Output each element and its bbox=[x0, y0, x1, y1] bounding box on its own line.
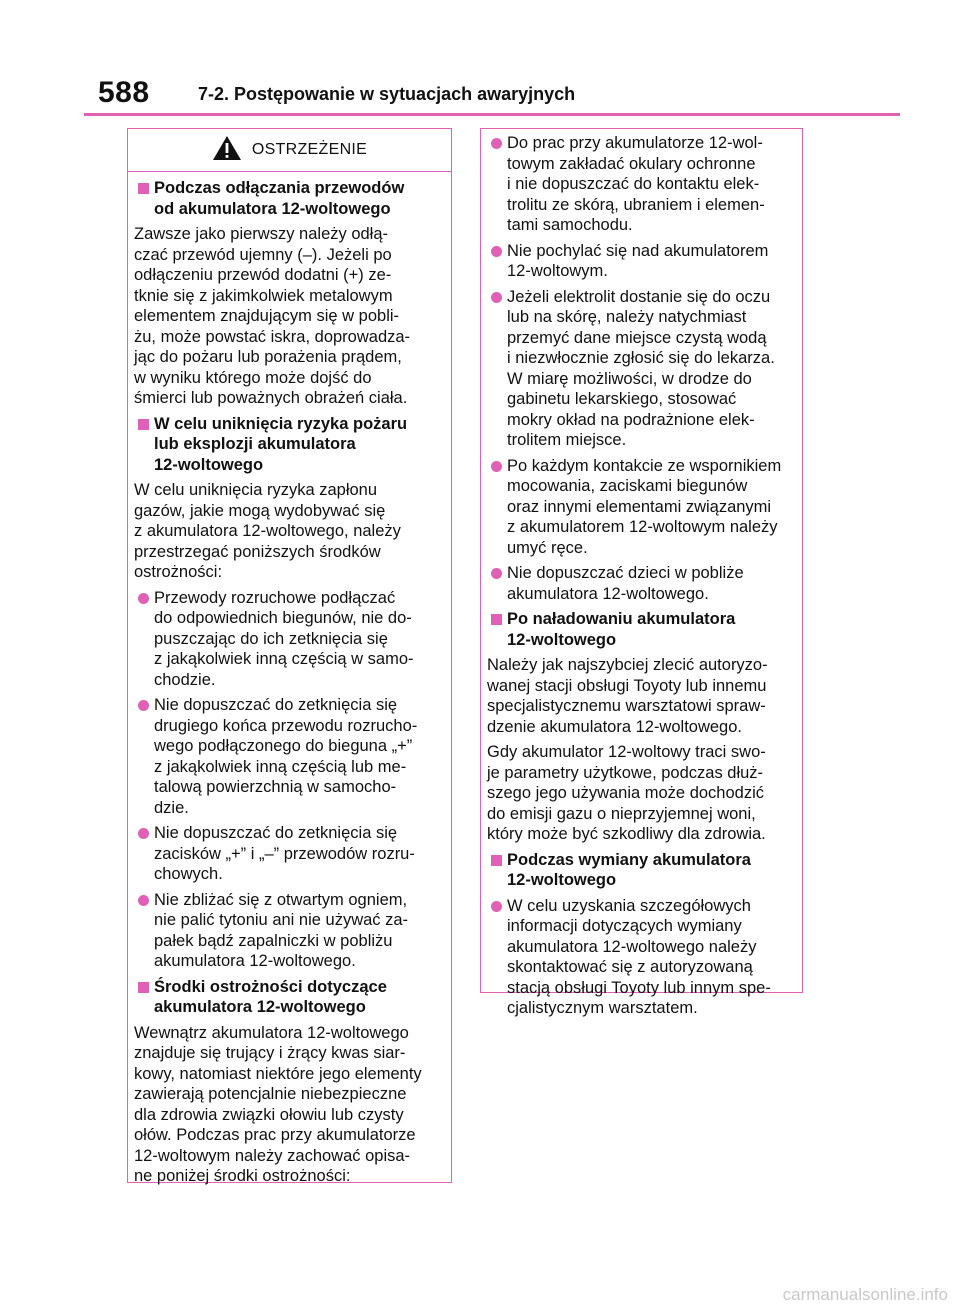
list-item-text: Przewody rozruchowe podłączać do odpowiednich biegunów, nie do- puszczając do ich zetknięcia się z jakąkolwiek inną częścią w samo- chodzie. bbox=[154, 588, 414, 689]
list-item bbox=[491, 456, 796, 559]
list-item-text: Do prac przy akumulatorze 12-wol- towym zakładać okulary ochronne i nie dopuszczać do kontaktu elek- trolitu ze skórą, ubraniem i elemen- tami samochodu. bbox=[507, 134, 765, 234]
subheading-text: Środki ostrożności dotyczące akumulatora 12-woltowego bbox=[154, 977, 387, 1016]
list-item-text: Nie pochylać się nad akumulatorem 12-woltowym. bbox=[507, 241, 769, 280]
subheading-text: Podczas wymiany akumulatora 12-woltowego bbox=[507, 850, 751, 889]
list-item bbox=[491, 241, 796, 282]
paragraph: W celu uniknięcia ryzyka zapłonu gazów, jakie mogą wydobywać się z akumulatora 12-woltowego, należy przestrzegać poniższych środków ostrożności: bbox=[134, 481, 401, 581]
circle-bullet-icon bbox=[491, 246, 502, 257]
circle-bullet-icon bbox=[138, 593, 149, 604]
warning-body-right bbox=[481, 129, 802, 1019]
warning-box-left bbox=[127, 128, 452, 1183]
page-number: 588 bbox=[98, 76, 150, 109]
warning-triangle-icon bbox=[212, 135, 242, 166]
paragraph: Zawsze jako pierwszy należy odłą- czać przewód ujemny (–). Jeżeli po odłączeniu przewód dodatni (+) ze- tknie się z jakimkolwiek metalowym elementem znajdującym się w pobli- żu, może powstać iskra, doprowadza- jąc do pożaru lub porażenia prądem, w wyniku którego może dojść do śmierci lub poważnych obrażeń ciała. bbox=[134, 225, 411, 407]
section-title: 7-2. Postępowanie w sytuacjach awaryjnych bbox=[198, 84, 576, 104]
warning-header bbox=[128, 129, 451, 172]
list-item-text: Nie dopuszczać do zetknięcia się drugiego końca przewodu rozrucho- wego podłączonego do bieguna „+” z jakąkolwiek inną częścią lub me- talową powierzchnią w samocho- dzie. bbox=[154, 696, 418, 817]
list-item bbox=[138, 823, 445, 885]
paragraph: Należy jak najszybciej zlecić autoryzo- wanej stacji obsługi Toyoty lub innemu specjalistycznemu warsztatowi spraw- dzenie akumulatora 12-woltowego. bbox=[487, 656, 768, 736]
list-item-text: W celu uzyskania szczegółowych informacji dotyczących wymiany akumulatora 12-woltowego należy skontaktować się z autoryzowaną stacją obsługi Toyoty lub innym spe- cjalistycznym warsztatem. bbox=[507, 896, 771, 1017]
circle-bullet-icon bbox=[138, 895, 149, 906]
list-item bbox=[138, 890, 445, 972]
list-item bbox=[138, 588, 445, 691]
list-item-text: Nie dopuszczać do zetknięcia się zacisków „+” i „–” przewodów rozru- chowych. bbox=[154, 824, 415, 883]
subheading-text: Podczas odłączania przewodów od akumulatora 12-woltowego bbox=[154, 179, 405, 218]
list-item-text: Nie dopuszczać dzieci w pobliże akumulatora 12-woltowego. bbox=[507, 564, 744, 603]
subheading bbox=[138, 414, 445, 476]
paragraph: Gdy akumulator 12-woltowy traci swo- je parametry użytkowe, podczas dłuż- szego jego używania może dochodzić do emisji gazu o nieprzyjemnej woni, który może być szkodliwy dla zdrowia. bbox=[487, 743, 766, 843]
list-item-text: Jeżeli elektrolit dostanie się do oczu lub na skórę, należy natychmiast przemyć dane miejsce czystą wodą i niezwłocznie zgłosić się do lekarza. W miarę możliwości, w drodze do gabinetu lekarskiego, stosować mokry okład na podrażnione elek- trolitem miejsce. bbox=[507, 287, 775, 449]
circle-bullet-icon bbox=[138, 700, 149, 711]
subheading-text: W celu uniknięcia ryzyka pożaru lub eksplozji akumulatora 12-woltowego bbox=[154, 414, 408, 474]
circle-bullet-icon bbox=[491, 901, 502, 912]
circle-bullet-icon bbox=[491, 461, 502, 472]
square-bullet-icon bbox=[138, 183, 149, 194]
square-bullet-icon bbox=[138, 419, 149, 430]
subheading-text: Po naładowaniu akumulatora 12-woltowego bbox=[507, 610, 736, 649]
page-header bbox=[0, 0, 960, 120]
warning-body-left bbox=[128, 172, 451, 1187]
square-bullet-icon bbox=[491, 855, 502, 866]
warning-box-right bbox=[480, 128, 803, 1017]
list-item bbox=[491, 563, 796, 604]
watermark: carmanualsonline.info bbox=[782, 1285, 948, 1304]
list-item-text: Po każdym kontakcie ze wspornikiem mocowania, zaciskami biegunów oraz innymi elementami związanymi z akumulatorem 12-woltowym należy umyć ręce. bbox=[507, 456, 782, 557]
list-item bbox=[491, 896, 796, 1019]
warning-title: OSTRZEŻENIE bbox=[251, 141, 368, 158]
subheading bbox=[491, 609, 796, 650]
subheading bbox=[138, 178, 445, 219]
list-item bbox=[491, 133, 796, 236]
list-item bbox=[138, 695, 445, 818]
list-item-text: Nie zbliżać się z otwartym ogniem, nie palić tytoniu ani nie używać za- pałek bądź zapalniczki w pobliżu akumulatora 12-woltowego. bbox=[154, 890, 409, 970]
list-item bbox=[491, 287, 796, 451]
subheading bbox=[491, 850, 796, 891]
circle-bullet-icon bbox=[138, 828, 149, 839]
square-bullet-icon bbox=[138, 982, 149, 993]
header-rule bbox=[84, 113, 900, 116]
subheading bbox=[138, 977, 445, 1018]
circle-bullet-icon bbox=[491, 568, 502, 579]
square-bullet-icon bbox=[491, 614, 502, 625]
circle-bullet-icon bbox=[491, 292, 502, 303]
circle-bullet-icon bbox=[491, 138, 502, 149]
paragraph: Wewnątrz akumulatora 12-woltowego znajduje się trujący i żrący kwas siar- kowy, natomiast niektóre jego elementy zawierają potencjalnie niebezpieczne dla zdrowia związki ołowiu lub czysty ołów. Podczas prac przy akumulatorze 12-woltowym należy zachować opisa- ne poniżej środki ostrożności: bbox=[134, 1023, 422, 1185]
